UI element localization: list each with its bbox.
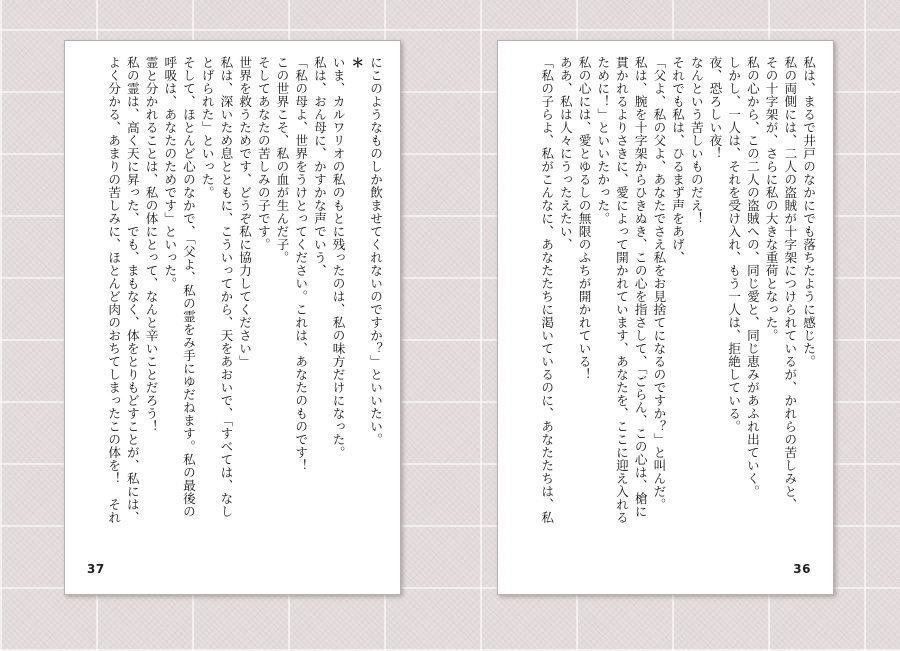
- text-line: とげられた」といった。: [199, 56, 215, 199]
- right-page-text: [536, 56, 817, 566]
- text-line: 私は、おん母に、かすかな声でいう、: [311, 56, 327, 277]
- text-line: 私は、深いため息とともに、こういってから、天をあおいで、「すべては、なし: [218, 56, 234, 518]
- text-line: 私は、まるで井戸のなかにでも落ちたように感じた。: [801, 56, 816, 368]
- left-page-text: [103, 56, 384, 566]
- page-number: 37: [87, 562, 105, 576]
- text-line: この世界こそ、私の血が生んだ子。: [274, 56, 290, 264]
- text-line: 「私の母よ、世界をうけとってください。これは、あなたのものです！: [293, 56, 309, 472]
- text-line: それでも私は、ひるまず声をあげ、: [670, 56, 686, 264]
- page-number: 36: [793, 562, 811, 576]
- text-line: いま、カルワリオの私のもとに残ったのは、私の味方だけになった。: [330, 56, 346, 459]
- text-line: にこのようなものしか飲ませてくれないのですか？」といいたい。: [368, 56, 383, 446]
- text-line: ああ、私は人々にうったえたい、: [557, 56, 573, 251]
- text-line: 私の心から、この二人の盗賊への、同じ愛と、同じ恵みがあふれ出ていく。: [744, 56, 760, 498]
- text-line: ために！」といいたかった。: [595, 56, 611, 225]
- text-line: 私の霊は、高く天に昇った、でも、まもなく、体をとりもどすことが、私には、: [124, 56, 140, 524]
- right-page: [497, 40, 834, 595]
- text-line: 私の心には、愛とゆるしの無限のふちが開かれている！: [576, 56, 592, 381]
- text-line: なんという苦しいものだえ！: [688, 56, 704, 225]
- text-line: 貫かれるよりさきに、愛によって開かれています、あなたを、ここに迎え入れる: [613, 56, 629, 524]
- text-line: よく分かる、あまりの苦しみに、ほとんど肉のおちてしまったこの体を！ それ: [106, 56, 122, 524]
- text-line: その十字架が、さらに私の大きな重荷となった。: [763, 56, 779, 342]
- left-page: [64, 40, 401, 595]
- text-line: 世界を救うためです、どうぞ私に協力してください」: [237, 56, 253, 368]
- text-line: 夜、恐ろしい夜！: [707, 56, 723, 160]
- text-line: 霊と分かれることは、私の体にとって、なんと辛いことだろう！: [143, 56, 159, 433]
- section-separator: ＊: [349, 56, 365, 69]
- text-line: 私は、腕を十字架からひきぬき、この心を指さして、「ごらん、この心は、槍に: [632, 56, 648, 518]
- text-line: 私の両側には、二人の盗賊が十字架につけられているが、かれらの苦しみと、: [782, 56, 798, 511]
- text-line: 呼吸は、あなたのためです」といった。: [162, 56, 178, 290]
- text-line: 「私の子らよ、私がこんなに、あなたたちに渇いているのに、あなたたちは、私: [539, 56, 555, 524]
- text-line: 「父よ、私の父よ、あなたでさえ私をお見捨てになるのですか？」と叫んだ。: [651, 56, 667, 511]
- text-line: しかし、一人は、それを受け入れ、もう一人は、拒絶している。: [726, 56, 742, 433]
- text-line: そして、ほとんど心のなかで、「父よ、私の霊をみ手にゆだねます。私の最後の: [180, 56, 196, 518]
- text-line: そしてあなたの苦しみの子です。: [255, 56, 271, 251]
